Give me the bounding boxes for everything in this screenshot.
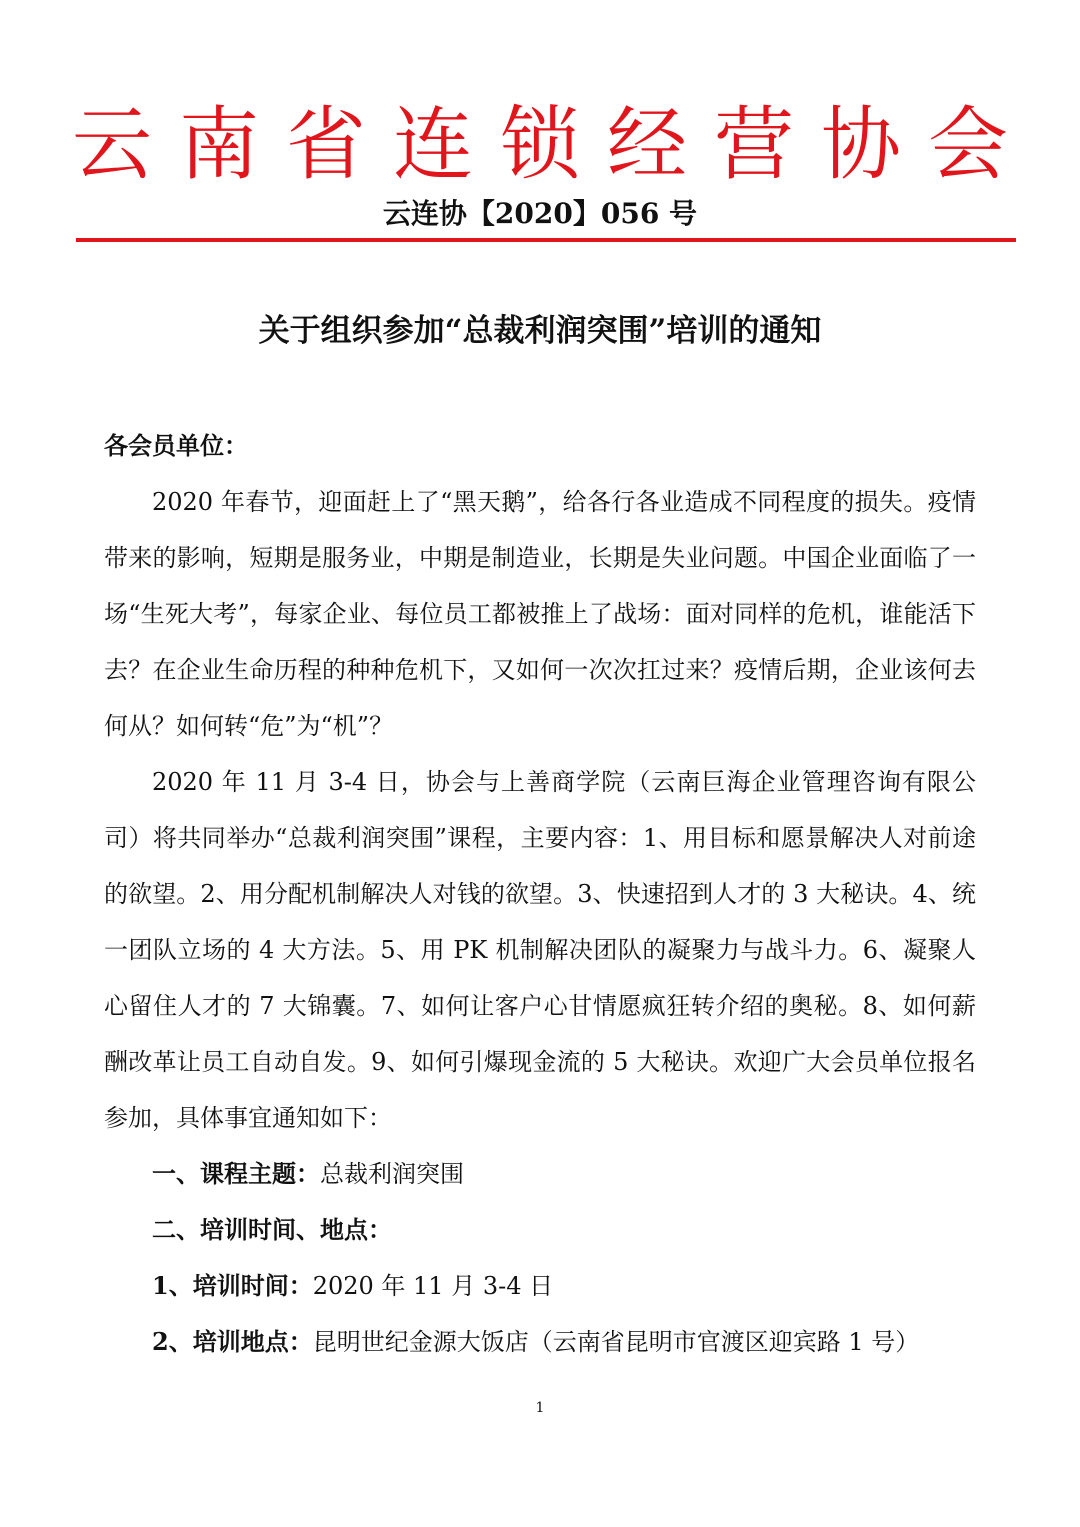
section-time-location [104,1202,976,1258]
page-number: 1 [535,1400,545,1416]
item-label: 2、培训地点： [152,1327,313,1356]
notice-title: 关于组织参加“总裁利润突围”培训的通知 [258,313,822,349]
masthead-char: 经 [607,98,687,191]
section-course-theme [104,1146,976,1202]
masthead-char: 省 [286,98,366,191]
masthead-char: 营 [714,98,794,191]
masthead-char: 南 [179,98,259,191]
masthead-char: 云 [72,98,152,191]
item-label: 二、培训时间、地点： [152,1215,392,1244]
document-number: 云连协【2020】056 号 [382,197,698,230]
salutation: 各会员单位： [104,431,248,460]
item-label: 一、课程主题： [152,1159,320,1188]
body-paragraph: 2020 年春节，迎面赶上了“黑天鹅”，给各行各业造成不同程度的损失。疫情带来的影响，短期是服务业，中期是制造业，长期是失业问题。中国企业面临了一场“生死大考”，每家企业、每位员工都被推上了战场：面对同样的危机，谁能活下去？在企业生命历程的种种危机下，又如何一次次扛过来？疫情后期，企业该何去何从？如何转“危”为“机”？ [104,488,976,740]
training-location [104,1314,976,1370]
item-label: 1、培训时间： [152,1271,313,1300]
header-divider [76,238,1016,242]
document-body [104,418,976,1370]
masthead-char: 连 [393,98,473,191]
item-value: 2020 年 11 月 3-4 日 [312,1272,554,1300]
organization-masthead [60,98,1020,191]
masthead-char: 锁 [500,98,580,191]
item-value: 昆明世纪金源大饭店（云南省昆明市官渡区迎宾路 1 号） [312,1328,920,1356]
training-time [104,1258,976,1314]
body-paragraph: 2020 年 11 月 3-4 日，协会与上善商学院（云南巨海企业管理咨询有限公司）将共同举办“总裁利润突围”课程，主要内容：1、用目标和愿景解决人对前途的欲望。2、用分配机制解决人对钱的欲望。3、快速招到人才的 3 大秘诀。4、统一团队立场的 4 大方法。5、用 PK 机制解决团队的凝聚力与战斗力。6、凝聚人心留住人才的 7 大锦囊。7、如何让客户心甘情愿疯狂转介绍的奥秘。8、如何薪酬改革让员工自动自发。9、如何引爆现金流的 5 大秘诀。欢迎广大会员单位报名参加，具体事宜通知如下： [104,768,976,1132]
item-value: 总裁利润突围 [320,1160,464,1188]
masthead-char: 会 [928,98,1008,191]
masthead-char: 协 [821,98,901,191]
